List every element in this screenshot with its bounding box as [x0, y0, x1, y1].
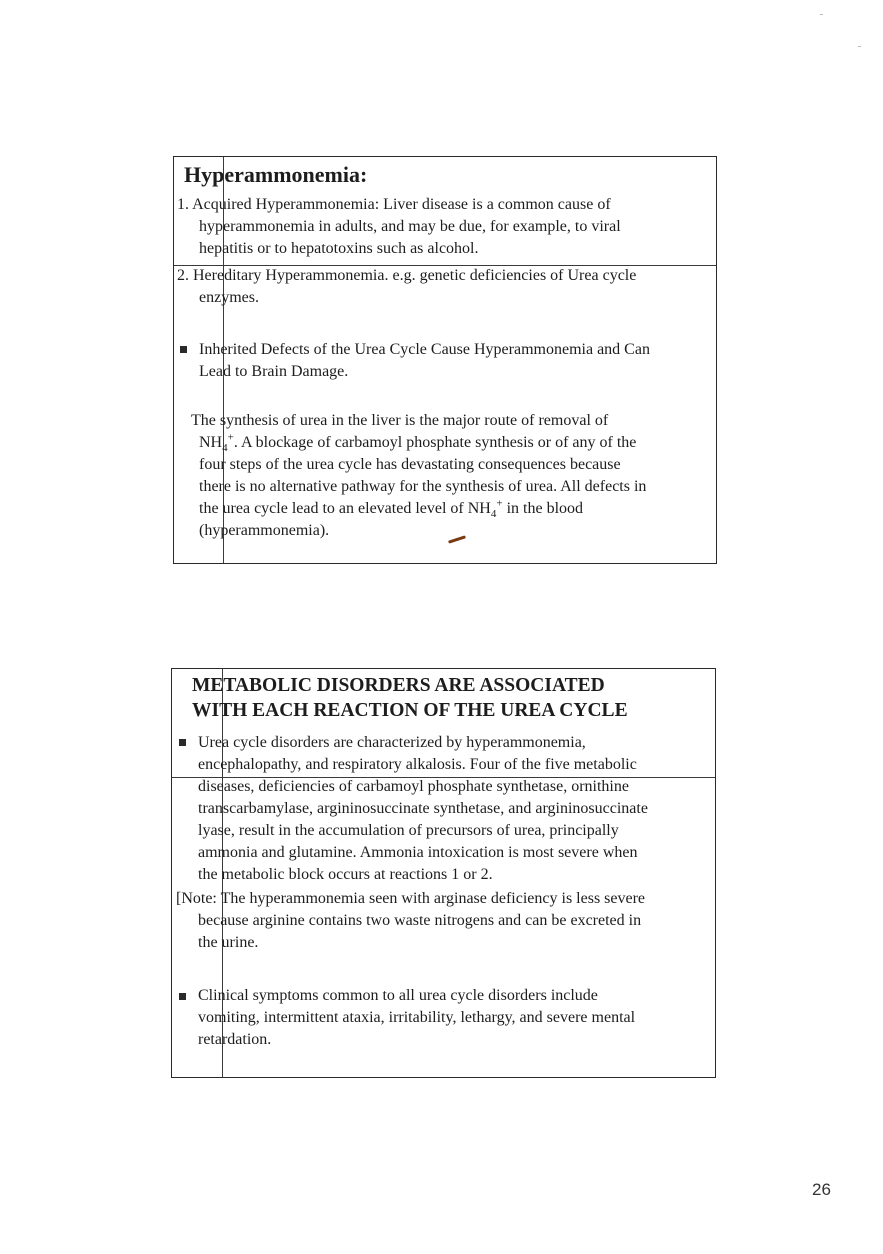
bullet-square-icon: [179, 739, 186, 746]
bullet1-line: lyase, result in the accumulation of precursors of urea, principally: [198, 822, 619, 839]
item2-line: enzymes.: [199, 289, 259, 306]
bullet-line: Inherited Defects of the Urea Cycle Cause Hyperammonemia and Can: [199, 341, 650, 358]
bullet-line: Lead to Brain Damage.: [199, 363, 349, 380]
para-line: four steps of the urea cycle has devastating consequences because: [199, 456, 621, 473]
bullet-square-icon: [180, 346, 187, 353]
bullet1-line: diseases, deficiencies of carbamoyl phosphate synthetase, ornithine: [198, 778, 629, 795]
bullet1-line: the metabolic block occurs at reactions 1 or 2.: [198, 866, 493, 883]
note-line: the urine.: [198, 934, 259, 951]
item2-line: 2. Hereditary Hyperammonemia. e.g. genetic deficiencies of Urea cycle: [177, 267, 637, 284]
item1-line: 1. Acquired Hyperammonemia: Liver disease is a common cause of: [177, 196, 611, 213]
note-line: because arginine contains two waste nitrogens and can be excreted in: [198, 912, 642, 929]
bullet2-line: Clinical symptoms common to all urea cycle disorders include: [198, 987, 598, 1004]
slide1-title: Hyperammonemia:: [184, 162, 368, 187]
item1-line: hepatitis or to hepatotoxins such as alcohol.: [199, 240, 479, 257]
bullet-square-icon: [179, 993, 186, 1000]
bullet1-line: Urea cycle disorders are characterized by hyperammonemia,: [198, 734, 586, 751]
page-number: 26: [812, 1180, 831, 1199]
para-line: there is no alternative pathway for the synthesis of urea. All defects in: [199, 478, 647, 495]
item1-line: hyperammonemia in adults, and may be due, for example, to viral: [199, 218, 621, 235]
slide2-title-line: WITH EACH REACTION OF THE UREA CYCLE: [192, 700, 628, 721]
bullet1-line: transcarbamylase, argininosuccinate synthetase, and argininosuccinate: [198, 800, 648, 817]
note-line: [Note: The hyperammonemia seen with arginase deficiency is less severe: [176, 890, 646, 907]
para-line: The synthesis of urea in the liver is the major route of removal of: [191, 412, 609, 429]
scan-speck: [858, 46, 861, 47]
para-line-nh4: the urea cycle lead to an elevated level of $NH_4^+$ in the blood: [199, 497, 584, 521]
bullet2-line: vomiting, intermittent ataxia, irritability, lethargy, and severe mental: [198, 1009, 636, 1026]
bullet1-line: encephalopathy, and respiratory alkalosis. Four of the five metabolic: [198, 756, 637, 773]
slide2-title-line: METABOLIC DISORDERS ARE ASSOCIATED: [192, 675, 605, 696]
bullet1-line: ammonia and glutamine. Ammonia intoxication is most severe when: [198, 844, 638, 861]
scan-speck: [820, 14, 823, 15]
bullet2-line: retardation.: [198, 1031, 272, 1048]
slide-hyperammonemia: [173, 156, 717, 564]
para-line-nh4: $NH_4^+$. A blockage of carbamoyl phosphate synthesis or of any of the: [199, 431, 637, 455]
slide-metabolic-disorders: [171, 668, 716, 1078]
para-line: (hyperammonemia).: [199, 522, 330, 539]
